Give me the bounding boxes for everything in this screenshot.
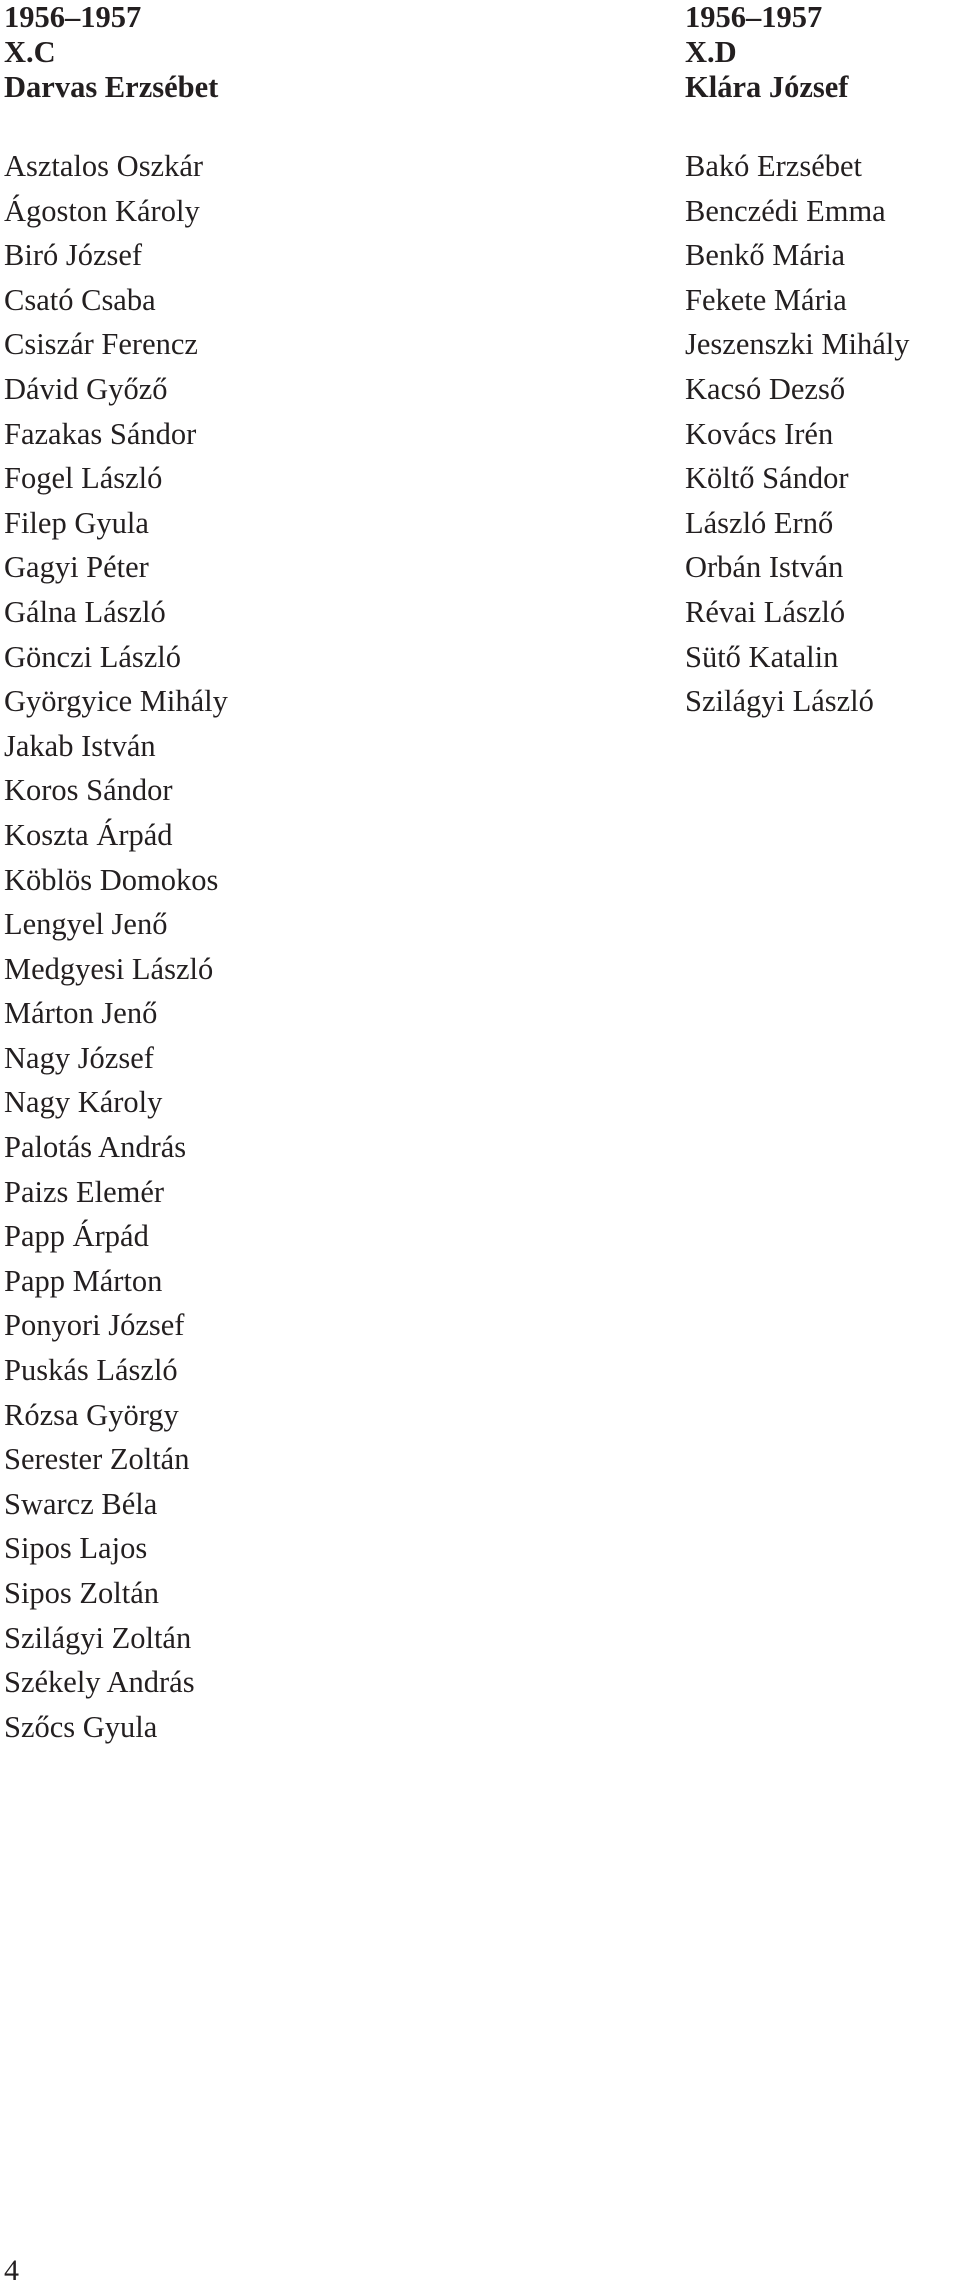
student-name: Serester Zoltán (4, 1442, 190, 1477)
student-list (4, 144, 664, 1749)
class-teacher: Darvas Erzsébet (4, 70, 219, 104)
student-name: Kacsó Dezső (685, 371, 846, 406)
student-name: Biró József (4, 238, 143, 273)
student-name: Gálna László (4, 594, 166, 629)
student-name: Csató Csaba (4, 282, 156, 317)
student-name: Asztalos Oszkár (4, 149, 204, 183)
student-name: Koszta Árpád (4, 817, 173, 852)
student-name: Nagy József (4, 1040, 154, 1075)
class-list-x-d (685, 0, 960, 724)
student-name: Györgyice Mihály (4, 684, 228, 719)
student-name: Gagyi Péter (4, 550, 149, 585)
student-name: Fekete Mária (685, 282, 847, 317)
class-list-x-c (4, 0, 664, 1749)
student-name: Révai László (685, 594, 846, 629)
student-name: Csiszár Ferencz (4, 327, 198, 362)
student-name: Lengyel Jenő (4, 907, 168, 942)
student-name: Márton Jenő (4, 996, 158, 1031)
student-name: Puskás László (4, 1353, 178, 1388)
student-name: Szőcs Gyula (4, 1709, 158, 1744)
student-name: Dávid Győző (4, 371, 168, 406)
student-name: Orbán István (685, 550, 844, 585)
student-name: Koros Sándor (4, 773, 173, 808)
school-years: 1956–1957 (685, 0, 823, 34)
student-name: Ágoston Károly (4, 193, 200, 228)
page-number: 4 (4, 2254, 19, 2287)
student-name: Swarcz Béla (4, 1486, 158, 1521)
school-years: 1956–1957 (4, 0, 142, 34)
student-name: Benczédi Emma (685, 193, 886, 228)
student-name: Paizs Elemér (4, 1174, 165, 1209)
student-name: Gönczi László (4, 639, 181, 674)
student-name: Sipos Zoltán (4, 1576, 160, 1610)
student-name: Papp Árpád (4, 1219, 149, 1254)
student-name: Köblös Domokos (4, 862, 219, 897)
student-name: Költő Sándor (685, 461, 849, 496)
class-name: X.D (685, 35, 737, 69)
student-name: Rózsa György (4, 1397, 179, 1432)
student-name: Jeszenszki Mihály (685, 327, 910, 362)
class-teacher: Klára József (685, 70, 849, 104)
student-name: Filep Gyula (4, 505, 149, 540)
student-name: Székely András (4, 1665, 195, 1700)
student-name: Bakó Erzsébet (685, 149, 862, 183)
class-header (685, 0, 960, 105)
student-name: Fazakas Sándor (4, 416, 197, 451)
student-name: Sipos Lajos (4, 1531, 148, 1566)
class-header (4, 0, 664, 105)
student-name: László Ernő (685, 505, 834, 540)
student-name: Jakab István (4, 728, 156, 763)
student-name: Benkő Mária (685, 238, 846, 273)
student-name: Medgyesi László (4, 951, 214, 986)
student-name: Ponyori József (4, 1308, 185, 1343)
student-name: Nagy Károly (4, 1085, 163, 1120)
student-name: Fogel László (4, 461, 163, 496)
student-name: Palotás András (4, 1130, 187, 1165)
student-name: Szilágyi Zoltán (4, 1620, 192, 1655)
class-name: X.C (4, 35, 56, 69)
student-name: Papp Márton (4, 1263, 163, 1298)
student-name: Szilágyi László (685, 684, 874, 719)
student-name: Kovács Irén (685, 416, 834, 451)
student-list (685, 144, 960, 724)
student-name: Sütő Katalin (685, 639, 839, 674)
